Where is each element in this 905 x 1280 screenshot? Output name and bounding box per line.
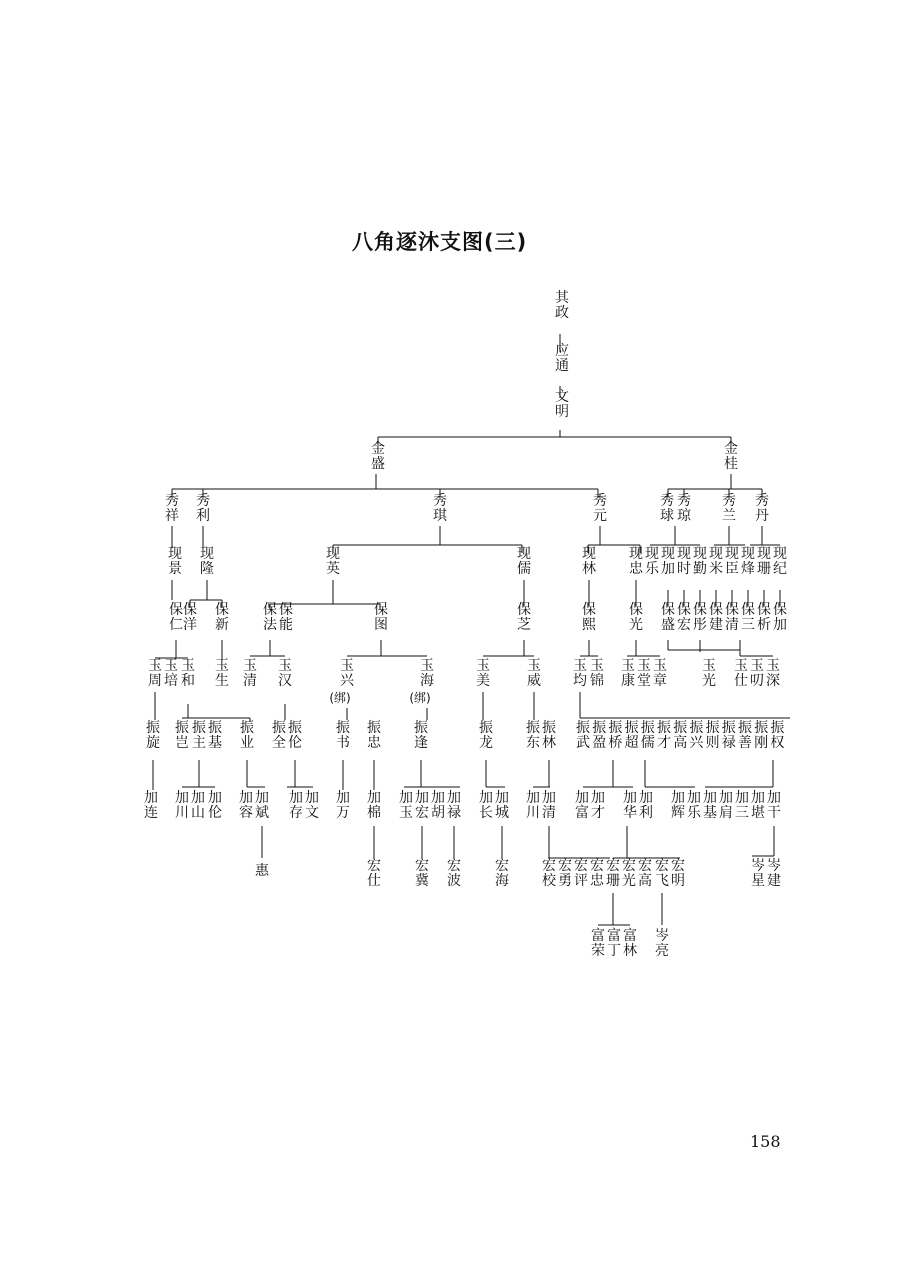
person-name-char: 新 (215, 617, 229, 633)
person-name-char: 清 (725, 617, 739, 633)
person-name-char: 振 (192, 720, 206, 736)
person-name-char: 三 (735, 805, 749, 821)
person-name-char: 玉 (164, 658, 178, 674)
person-name-char: 现 (517, 546, 531, 562)
person-name-char: 加 (305, 790, 319, 806)
person-name-char: 堪 (751, 805, 765, 821)
person-name-char: 旋 (146, 735, 160, 751)
person-name-char: 斌 (255, 805, 269, 821)
person-name-char: 加 (661, 561, 675, 577)
person-name-char: 振 (479, 720, 493, 736)
person-name-char: 振 (770, 720, 785, 736)
person-name-char: 儒 (517, 561, 531, 577)
person-name-char: 锦 (590, 673, 604, 689)
person-name-char: 加 (431, 790, 445, 806)
person-name-char: 波 (447, 873, 461, 889)
person-name-char: 胡 (431, 805, 445, 821)
person-name-char: 则 (705, 735, 720, 751)
person-name-char: 现 (709, 546, 723, 562)
person-name-char: 玉 (476, 658, 490, 674)
person-name-char: 玉 (340, 658, 354, 674)
person-name-char: 兰 (722, 508, 736, 524)
person-name-char: 亮 (655, 943, 669, 959)
person-name-char: 秀 (677, 493, 691, 509)
person-name-char: 宏 (655, 858, 669, 874)
person-name-char: 林 (623, 943, 637, 959)
person-name-char: 叨 (750, 673, 764, 689)
person-name-char: 秀 (755, 493, 769, 509)
person-name-char: 保 (677, 602, 691, 618)
person-name-char: 保 (709, 602, 723, 618)
person-name-char: 振 (721, 720, 736, 736)
person-name-char: 臣 (725, 561, 739, 577)
person-name-char: 东 (526, 735, 540, 751)
person-name-char: 振 (754, 720, 769, 736)
person-name-char: 振 (705, 720, 720, 736)
person-name-char: 丁 (607, 943, 621, 959)
person-name-char: 宏 (622, 858, 636, 874)
person-name-char: 海 (495, 873, 509, 889)
person-name-char: 权 (770, 735, 785, 751)
person-name-char: 利 (639, 805, 653, 821)
person-name-char: 隆 (200, 561, 214, 577)
person-name-char: 文 (555, 389, 569, 405)
person-name-char: 加 (639, 790, 653, 806)
person-name-char: 海 (420, 673, 434, 689)
person-name-char: 超 (624, 735, 639, 751)
person-name-char: 林 (542, 735, 556, 751)
person-name-char: 芝 (517, 617, 531, 633)
person-name-char: 振 (592, 720, 607, 736)
person-name-char: 应 (555, 343, 569, 359)
person-name-char: 容 (239, 805, 253, 821)
person-name-char: 玉 (734, 658, 748, 674)
person-name-char: 干 (767, 805, 781, 821)
person-name-char: 兴 (689, 735, 704, 751)
person-name-char: 振 (608, 720, 623, 736)
person-name-char: 析 (757, 617, 771, 633)
person-name-char: 禄 (447, 805, 461, 821)
person-name-char: 三 (741, 617, 755, 633)
person-name-char: 汉 (278, 673, 292, 689)
person-name-char: 万 (336, 805, 350, 821)
person-name-char: 琪 (433, 508, 447, 524)
person-name-char: 加 (255, 790, 269, 806)
person-name-char: 秀 (722, 493, 736, 509)
person-name-char: 振 (673, 720, 688, 736)
person-name-char: 玉 (750, 658, 764, 674)
person-name-char: 琼 (677, 508, 691, 524)
person-name-char: 才 (591, 805, 605, 821)
person-name-char: 书 (336, 735, 350, 751)
person-name-char: 加 (191, 790, 205, 806)
person-name-char: 和 (181, 673, 195, 689)
person-name-char: 章 (653, 673, 667, 689)
person-name-char: 现 (757, 546, 771, 562)
person-name-char: 基 (208, 735, 222, 751)
person-name-char: 桂 (724, 456, 738, 472)
person-name-char: 校 (542, 873, 556, 889)
person-name-char: 振 (526, 720, 540, 736)
person-name-char: 加 (591, 790, 605, 806)
person-name-char: 振 (288, 720, 302, 736)
annotation-text: (绑) (329, 691, 351, 705)
person-name-char: 主 (192, 735, 206, 751)
person-name-char: 光 (702, 673, 716, 689)
person-name-char: 盛 (661, 617, 675, 633)
person-name-char: 现 (741, 546, 755, 562)
person-name-char: 利 (196, 508, 210, 524)
person-name-char: 保 (183, 602, 197, 618)
person-name-char: 加 (575, 790, 589, 806)
person-name-char: 玉 (243, 658, 257, 674)
person-name-char: 保 (215, 602, 229, 618)
person-name-char: 建 (709, 617, 723, 633)
person-name-char: 兴 (340, 673, 354, 689)
person-name-char: 加 (175, 790, 189, 806)
person-name-char: 飞 (655, 873, 669, 889)
person-name-char: 景 (168, 561, 182, 577)
person-name-char: 图 (374, 617, 388, 633)
person-name-char: 振 (689, 720, 704, 736)
person-name-char: 玉 (399, 805, 413, 821)
person-name-char: 保 (629, 602, 643, 618)
person-name-char: 长 (479, 805, 493, 821)
person-name-char: 玉 (702, 658, 716, 674)
person-name-char: 辉 (671, 805, 685, 821)
person-name-char: 秀 (593, 493, 607, 509)
person-name-char: 宏 (590, 858, 604, 874)
person-name-char: 保 (517, 602, 531, 618)
person-name-char: 现 (629, 546, 643, 562)
person-name-char: 评 (574, 873, 588, 889)
person-name-char: 清 (542, 805, 556, 821)
person-name-char: 培 (164, 673, 178, 689)
person-name-char: 振 (208, 720, 222, 736)
page-number: 158 (750, 1132, 781, 1151)
person-name-char: 忠 (590, 873, 604, 889)
person-name-char: 川 (175, 805, 189, 821)
person-name-char: 保 (279, 602, 293, 618)
person-name-char: 宏 (542, 858, 556, 874)
person-name-char: 现 (693, 546, 707, 562)
person-name-char: 建 (767, 873, 781, 889)
person-name-char: 桥 (608, 735, 623, 751)
person-name-char: 玉 (621, 658, 635, 674)
person-name-char: 加 (671, 790, 685, 806)
person-name-char: 文 (305, 805, 319, 821)
person-name-char: 基 (703, 805, 717, 821)
person-name-char: 丹 (755, 508, 769, 524)
person-name-char: 其 (555, 290, 569, 306)
person-name-char: 忠 (367, 735, 381, 751)
person-name-char: 宏 (367, 858, 381, 874)
person-name-char: 逢 (414, 735, 428, 751)
person-name-char: 玉 (573, 658, 587, 674)
person-name-char: 能 (279, 617, 293, 633)
person-name-char: 高 (638, 873, 652, 889)
person-name-char: 加 (542, 790, 556, 806)
person-name-char: 荣 (591, 943, 605, 959)
person-name-char: 林 (582, 561, 596, 577)
person-name-char: 堂 (637, 673, 651, 689)
person-name-char: 全 (272, 735, 286, 751)
person-name-char: 加 (208, 790, 222, 806)
person-name-char: 加 (751, 790, 765, 806)
person-name-char: 加 (623, 790, 637, 806)
person-name-char: 山 (191, 805, 205, 821)
person-name-char: 光 (629, 617, 643, 633)
person-name-char: 球 (660, 508, 674, 524)
person-name-char: 振 (576, 720, 590, 736)
person-name-char: 元 (593, 508, 607, 524)
person-name-char: 金 (371, 441, 385, 457)
person-name-char: 振 (146, 720, 160, 736)
person-name-char: 熙 (582, 617, 596, 633)
person-name-char: 现 (326, 546, 340, 562)
person-name-char: 盛 (371, 456, 385, 472)
person-name-char: 宏 (677, 617, 691, 633)
person-name-char: 法 (263, 617, 277, 633)
person-name-char: 岑 (655, 928, 669, 944)
person-name-char: 宏 (671, 858, 685, 874)
person-name-char: 善 (738, 735, 752, 751)
person-name-char: 加 (239, 790, 253, 806)
person-name-char: 玉 (148, 658, 162, 674)
person-name-char: 禄 (721, 735, 736, 751)
person-name-char: 加 (526, 790, 540, 806)
person-name-char: 儒 (640, 735, 655, 751)
person-name-char: 加 (703, 790, 717, 806)
person-name-char: 加 (447, 790, 461, 806)
person-name-char: 宏 (558, 858, 572, 874)
person-name-char: 加 (773, 617, 787, 633)
person-name-char: 富 (575, 805, 589, 821)
person-name-char: 岑 (751, 858, 765, 874)
person-name-char: 现 (645, 546, 659, 562)
person-name-char: 加 (367, 790, 381, 806)
person-name-char: 烽 (741, 561, 755, 577)
person-name-char: 加 (495, 790, 509, 806)
person-name-char: 秀 (165, 493, 179, 509)
person-name-char: 肩 (719, 805, 733, 821)
person-name-char: 玉 (637, 658, 651, 674)
person-name-char: 现 (677, 546, 691, 562)
person-name-char: 加 (144, 790, 158, 806)
person-name-char: 玉 (181, 658, 195, 674)
person-name-char: 加 (399, 790, 413, 806)
person-name-char: 均 (573, 673, 587, 689)
person-name-char: 振 (640, 720, 655, 736)
person-name-char: 宏 (415, 805, 429, 821)
person-name-char: 振 (542, 720, 556, 736)
person-name-char: 富 (591, 928, 605, 944)
person-name-char: 加 (289, 790, 303, 806)
person-name-char: 清 (243, 673, 257, 689)
person-name-char: 珊 (606, 873, 620, 889)
person-name-char: 保 (725, 602, 739, 618)
person-name-char: 祥 (165, 508, 179, 524)
person-name-char: 加 (479, 790, 493, 806)
person-name-char: 富 (607, 928, 621, 944)
person-name-char: 伦 (208, 805, 222, 821)
person-name-char: 振 (336, 720, 350, 736)
person-name-char: 冀 (415, 873, 429, 889)
person-name-char: 玉 (278, 658, 292, 674)
person-name-char: 宏 (606, 858, 620, 874)
person-name-char: 连 (144, 805, 158, 821)
person-name-char: 现 (725, 546, 739, 562)
person-name-char: 美 (476, 673, 490, 689)
person-name-char: 忠 (629, 561, 643, 577)
person-name-char: 城 (495, 805, 509, 821)
person-name-char: 加 (735, 790, 749, 806)
person-name-char: 岂 (175, 735, 189, 751)
person-name-char: 加 (767, 790, 781, 806)
person-name-char: 保 (773, 602, 787, 618)
person-name-char: 彤 (693, 617, 707, 633)
person-name-char: 现 (582, 546, 596, 562)
person-name-char: 保 (741, 602, 755, 618)
person-name-char: 宏 (447, 858, 461, 874)
page-title: 八角逐沐支图(三) (352, 230, 528, 254)
person-name-char: 珊 (757, 561, 771, 577)
person-name-char: 富 (623, 928, 637, 944)
person-name-char: 玉 (766, 658, 780, 674)
person-name-char: 玉 (653, 658, 667, 674)
person-name-char: 保 (263, 602, 277, 618)
person-name-char: 秀 (660, 493, 674, 509)
person-name-char: 星 (751, 873, 765, 889)
person-name-char: 岑 (767, 858, 781, 874)
person-name-char: 秀 (433, 493, 447, 509)
person-name-char: 保 (374, 602, 388, 618)
person-name-char: 龙 (479, 735, 493, 751)
person-name-char: 振 (272, 720, 286, 736)
person-name-char: 振 (657, 720, 671, 736)
person-name-char: 仁 (169, 617, 183, 633)
person-name-char: 宏 (574, 858, 588, 874)
person-name-char: 惠 (255, 863, 269, 879)
person-name-char: 保 (757, 602, 771, 618)
person-name-char: 伦 (288, 735, 302, 751)
person-name-char: 英 (326, 561, 340, 577)
person-name-char: 棉 (367, 805, 381, 821)
person-name-char: 现 (200, 546, 214, 562)
person-name-char: 现 (168, 546, 182, 562)
person-name-char: 保 (693, 602, 707, 618)
person-name-char: 才 (657, 735, 671, 751)
person-name-char: 宏 (415, 858, 429, 874)
person-name-char: 盈 (592, 735, 607, 751)
person-name-char: 仕 (367, 873, 381, 889)
person-name-char: 振 (367, 720, 381, 736)
person-name-char: 纪 (773, 561, 787, 577)
person-name-char: 振 (414, 720, 428, 736)
person-name-char: 金 (724, 441, 738, 457)
person-name-char: 刚 (754, 735, 769, 751)
person-name-char: 康 (621, 673, 635, 689)
person-name-char: 光 (622, 873, 636, 889)
person-name-char: 加 (336, 790, 350, 806)
person-name-char: 玉 (420, 658, 434, 674)
person-name-char: 武 (576, 735, 590, 751)
person-name-char: 川 (526, 805, 540, 821)
person-name-char: 勇 (558, 873, 572, 889)
person-name-char: 明 (671, 873, 685, 889)
person-name-char: 现 (773, 546, 787, 562)
person-name-char: 秀 (196, 493, 210, 509)
person-name-char: 洋 (183, 617, 197, 633)
person-name-char: 保 (582, 602, 596, 618)
person-name-char: 仕 (734, 673, 748, 689)
person-name-char: 高 (673, 735, 688, 751)
person-name-char: 勤 (693, 561, 707, 577)
person-name-char: 玉 (215, 658, 229, 674)
person-name-char: 振 (175, 720, 189, 736)
person-name-char: 保 (661, 602, 675, 618)
person-name-char: 保 (169, 602, 183, 618)
person-name-char: 存 (289, 805, 303, 821)
person-name-char: 周 (148, 673, 162, 689)
person-name-char: 现 (661, 546, 675, 562)
person-name-char: 通 (555, 358, 569, 374)
person-name-char: 振 (624, 720, 639, 736)
person-name-char: 加 (415, 790, 429, 806)
person-name-char: 华 (623, 805, 637, 821)
person-name-char: 加 (687, 790, 701, 806)
person-name-char: 明 (555, 404, 569, 420)
person-name-char: 生 (215, 673, 229, 689)
person-name-char: 业 (240, 735, 254, 751)
person-name-char: 加 (719, 790, 733, 806)
person-name-char: 宏 (495, 858, 509, 874)
person-name-char: 政 (555, 305, 569, 321)
person-name-char: 宏 (638, 858, 652, 874)
annotation-text: (绑) (409, 691, 431, 705)
person-name-char: 深 (766, 673, 780, 689)
person-name-char: 玉 (590, 658, 604, 674)
person-name-char: 玉 (527, 658, 541, 674)
person-name-char: 乐 (687, 805, 701, 821)
person-name-char: 米 (709, 561, 723, 577)
person-name-char: 时 (677, 561, 691, 577)
person-name-char: 振 (240, 720, 254, 736)
person-name-char: 威 (527, 673, 541, 689)
person-name-char: 振 (738, 720, 752, 736)
person-name-char: 乐 (645, 561, 659, 577)
